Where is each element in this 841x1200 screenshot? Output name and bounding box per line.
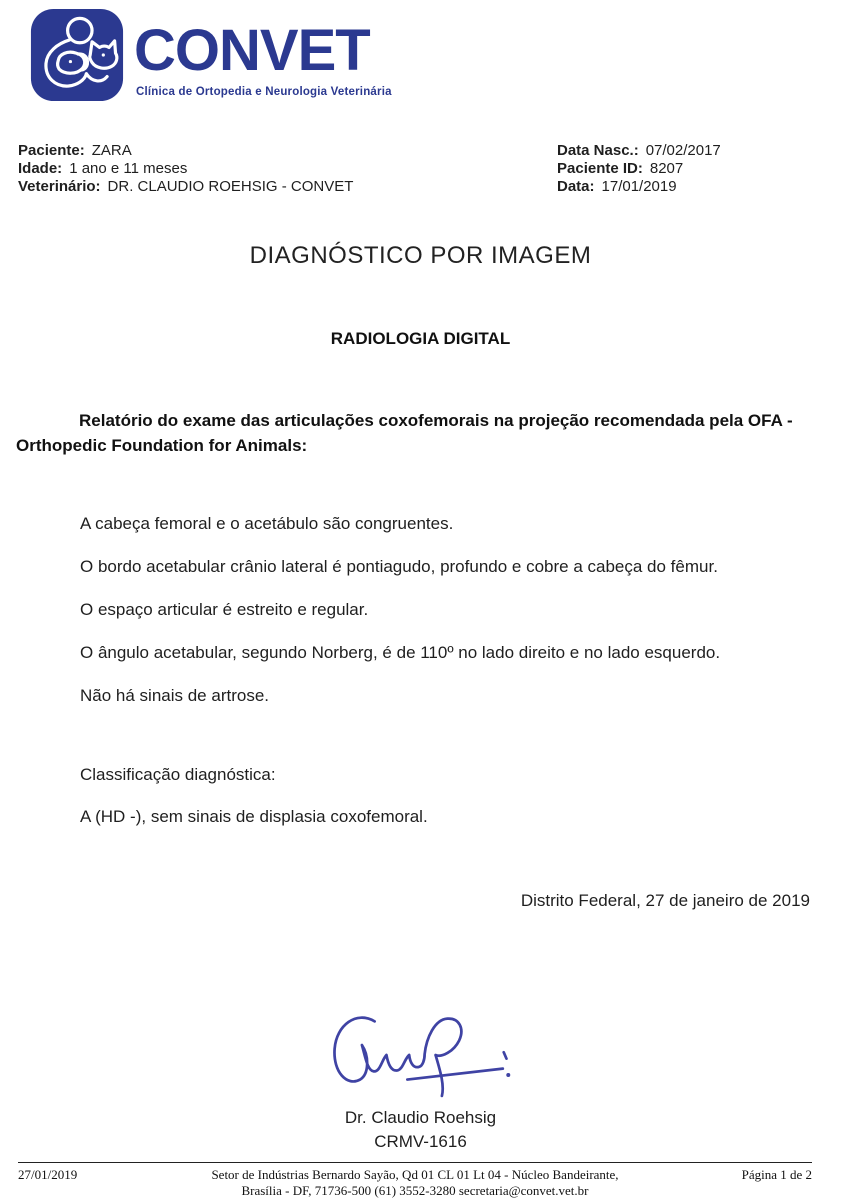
- patient-id-label: Paciente ID:: [557, 160, 643, 177]
- report-intro: Relatório do exame das articulações coxofemorais na projeção recomendada pela OFA - Orthopedic Foundation for Animals:: [16, 411, 793, 455]
- exam-date-value: 17/01/2019: [601, 178, 677, 195]
- footer-address-line1: Setor de Indústrias Bernardo Sayão, Qd 01 CL 01 Lt 04 - Núcleo Bandeirante,: [211, 1167, 619, 1182]
- exam-date-row: [557, 178, 721, 196]
- logo-text: [134, 8, 392, 98]
- veterinarian-row: [18, 178, 353, 196]
- footer-divider: [18, 1162, 812, 1163]
- finding-item: O ângulo acetabular, segundo Norberg, é de 110º no lado direito e no lado esquerdo.: [80, 643, 721, 662]
- classification-value: A (HD -), sem sinais de displasia coxofemoral.: [80, 807, 428, 826]
- birthdate-row: [557, 142, 721, 160]
- age-value: 1 ano e 11 meses: [69, 160, 188, 177]
- footer-address: [211, 1167, 618, 1199]
- finding-item: O espaço articular é estreito e regular.: [80, 600, 369, 619]
- birthdate-label: Data Nasc.:: [557, 142, 639, 159]
- age-row: [18, 160, 353, 178]
- footer-address-line2: Brasília - DF, 71736-500 (61) 3552-3280 secretaria@convet.vet.br: [241, 1183, 589, 1198]
- finding-item: O bordo acetabular crânio lateral é pontiagudo, profundo e cobre a cabeça do fêmur.: [80, 557, 718, 576]
- signature-block: [0, 1005, 841, 1152]
- person-hugging-dog-and-cat-icon: [30, 8, 124, 102]
- birthdate-value: 07/02/2017: [645, 142, 721, 159]
- classification-block: [80, 766, 801, 850]
- dateline: Distrito Federal, 27 de janeiro de 2019: [520, 891, 810, 910]
- patient-info-left: [18, 142, 353, 196]
- clinic-tagline: Clínica de Ortopedia e Neurologia Veterinária: [136, 86, 392, 98]
- section-title: RADIOLOGIA DIGITAL: [330, 329, 511, 348]
- veterinarian-label: Veterinário:: [18, 178, 101, 195]
- classification-label: Classificação diagnóstica:: [80, 765, 276, 784]
- patient-id-value: 8207: [649, 160, 684, 177]
- patient-label: Paciente:: [18, 142, 85, 159]
- signer-registration: CRMV-1616: [374, 1132, 467, 1151]
- age-label: Idade:: [18, 160, 63, 177]
- clinic-name: CONVET: [134, 18, 370, 83]
- signature-scribble: [305, 1005, 537, 1105]
- patient-row: [18, 142, 353, 160]
- patient-id-row: [557, 160, 721, 178]
- footer-date: 27/01/2019: [18, 1167, 78, 1182]
- footer-page-number: Página 1 de 2: [741, 1167, 812, 1182]
- signer-name: Dr. Claudio Roehsig: [344, 1108, 497, 1127]
- finding-item: Não há sinais de artrose.: [80, 686, 269, 705]
- finding-item: A cabeça femoral e o acetábulo são congruentes.: [80, 514, 454, 533]
- document-title: DIAGNÓSTICO POR IMAGEM: [249, 242, 592, 269]
- findings-list: [80, 515, 801, 730]
- exam-date-label: Data:: [557, 178, 595, 195]
- patient-info-right: [557, 142, 721, 196]
- patient-value: ZARA: [91, 142, 132, 159]
- clinic-logo: [30, 8, 392, 102]
- veterinarian-value: DR. CLAUDIO ROEHSIG - CONVET: [107, 178, 354, 195]
